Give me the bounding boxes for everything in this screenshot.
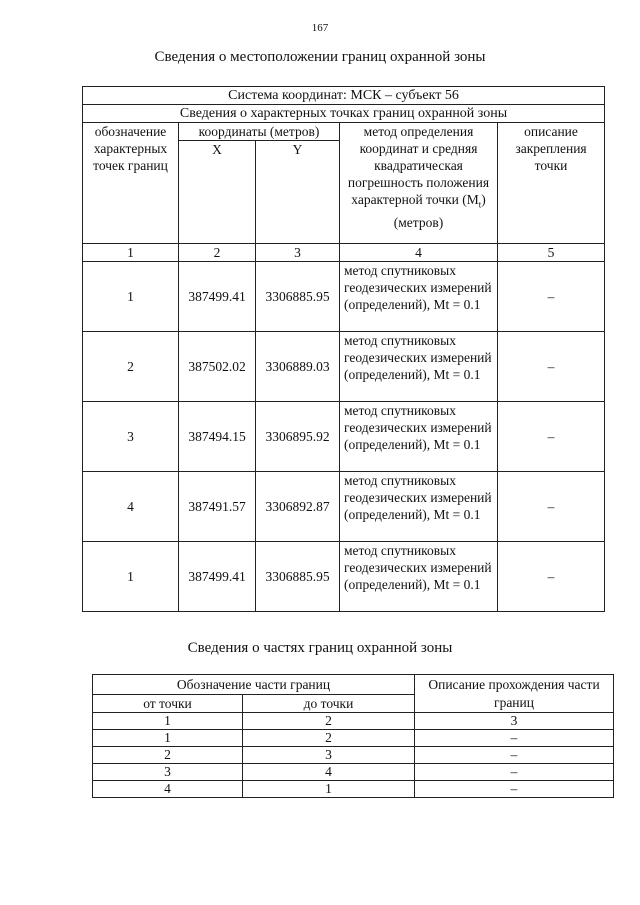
to-cell: 2 [243, 730, 415, 747]
col-number-cell: 3 [415, 713, 614, 730]
point-cell: 1 [83, 262, 179, 332]
method-cell: метод спутниковых геодезических измерений (определений), Mt = 0.1 [340, 472, 498, 542]
page-number: 167 [311, 22, 329, 34]
desc-cell: – [415, 730, 614, 747]
header-x: X [179, 141, 256, 244]
header-to: до точки [243, 695, 415, 713]
fix-cell: – [498, 472, 605, 542]
col-number-cell: 2 [179, 244, 256, 262]
method-cell: метод спутниковых геодезических измерений (определений), Mt = 0.1 [340, 402, 498, 472]
table-row [93, 781, 614, 798]
point-cell: 1 [83, 542, 179, 612]
desc-cell: – [415, 781, 614, 798]
header-method-text-b: ) (метров) [393, 192, 486, 230]
method-cell: метод спутниковых геодезических измерений (определений), Mt = 0.1 [340, 262, 498, 332]
section-heading-location: Сведения о местоположении границ охранной зоны [154, 49, 486, 65]
table-row [83, 262, 605, 332]
header-point-designation: обозначение характерных точек границ [83, 123, 179, 244]
from-cell: 2 [93, 747, 243, 764]
header-from: от точки [93, 695, 243, 713]
parts-table [92, 674, 614, 798]
y-cell: 3306892.87 [256, 472, 340, 542]
point-cell: 3 [83, 402, 179, 472]
desc-cell: – [415, 764, 614, 781]
col-number-cell: 1 [93, 713, 243, 730]
table-row [83, 332, 605, 402]
point-cell: 2 [83, 332, 179, 402]
col-number-cell: 5 [498, 244, 605, 262]
col-number-cell: 1 [83, 244, 179, 262]
header-method-sub: t [478, 199, 482, 210]
x-cell: 387494.15 [179, 402, 256, 472]
section-heading-parts: Сведения о частях границ охранной зоны [187, 640, 453, 656]
x-cell: 387499.41 [179, 262, 256, 332]
fix-cell: – [498, 542, 605, 612]
header-coordinates: координаты (метров) [179, 123, 340, 141]
desc-cell: – [415, 747, 614, 764]
point-cell: 4 [83, 472, 179, 542]
y-cell: 3306895.92 [256, 402, 340, 472]
y-cell: 3306885.95 [256, 262, 340, 332]
to-cell: 1 [243, 781, 415, 798]
header-method [340, 123, 498, 244]
table-row [83, 402, 605, 472]
from-cell: 3 [93, 764, 243, 781]
fix-cell: – [498, 332, 605, 402]
header-y: Y [256, 141, 340, 244]
y-cell: 3306889.03 [256, 332, 340, 402]
header-description: Описание прохождения части границ [415, 675, 614, 713]
from-cell: 4 [93, 781, 243, 798]
fix-cell: – [498, 402, 605, 472]
y-cell: 3306885.95 [256, 542, 340, 612]
coordinate-system-cell: Система координат: МСК – субъект 56 [83, 87, 605, 105]
table-row [83, 472, 605, 542]
header-designation: Обозначение части границ [93, 675, 415, 695]
table-row [93, 730, 614, 747]
to-cell: 3 [243, 747, 415, 764]
x-cell: 387499.41 [179, 542, 256, 612]
col-number-cell: 2 [243, 713, 415, 730]
to-cell: 4 [243, 764, 415, 781]
from-cell: 1 [93, 730, 243, 747]
method-cell: метод спутниковых геодезических измерений (определений), Mt = 0.1 [340, 332, 498, 402]
coordinates-table [82, 86, 605, 612]
table-row [93, 764, 614, 781]
table-subtitle-cell: Сведения о характерных точках границ охранной зоны [83, 105, 605, 123]
col-number-cell: 4 [340, 244, 498, 262]
table-row [83, 542, 605, 612]
header-method-text-a: метод определения координат и средняя квадратическая погрешность положения характерной точки (M [347, 124, 490, 207]
table-row [93, 747, 614, 764]
method-cell: метод спутниковых геодезических измерений (определений), Mt = 0.1 [340, 542, 498, 612]
x-cell: 387491.57 [179, 472, 256, 542]
header-fixation: описание закрепления точки [498, 123, 605, 244]
col-number-cell: 3 [256, 244, 340, 262]
fix-cell: – [498, 262, 605, 332]
x-cell: 387502.02 [179, 332, 256, 402]
